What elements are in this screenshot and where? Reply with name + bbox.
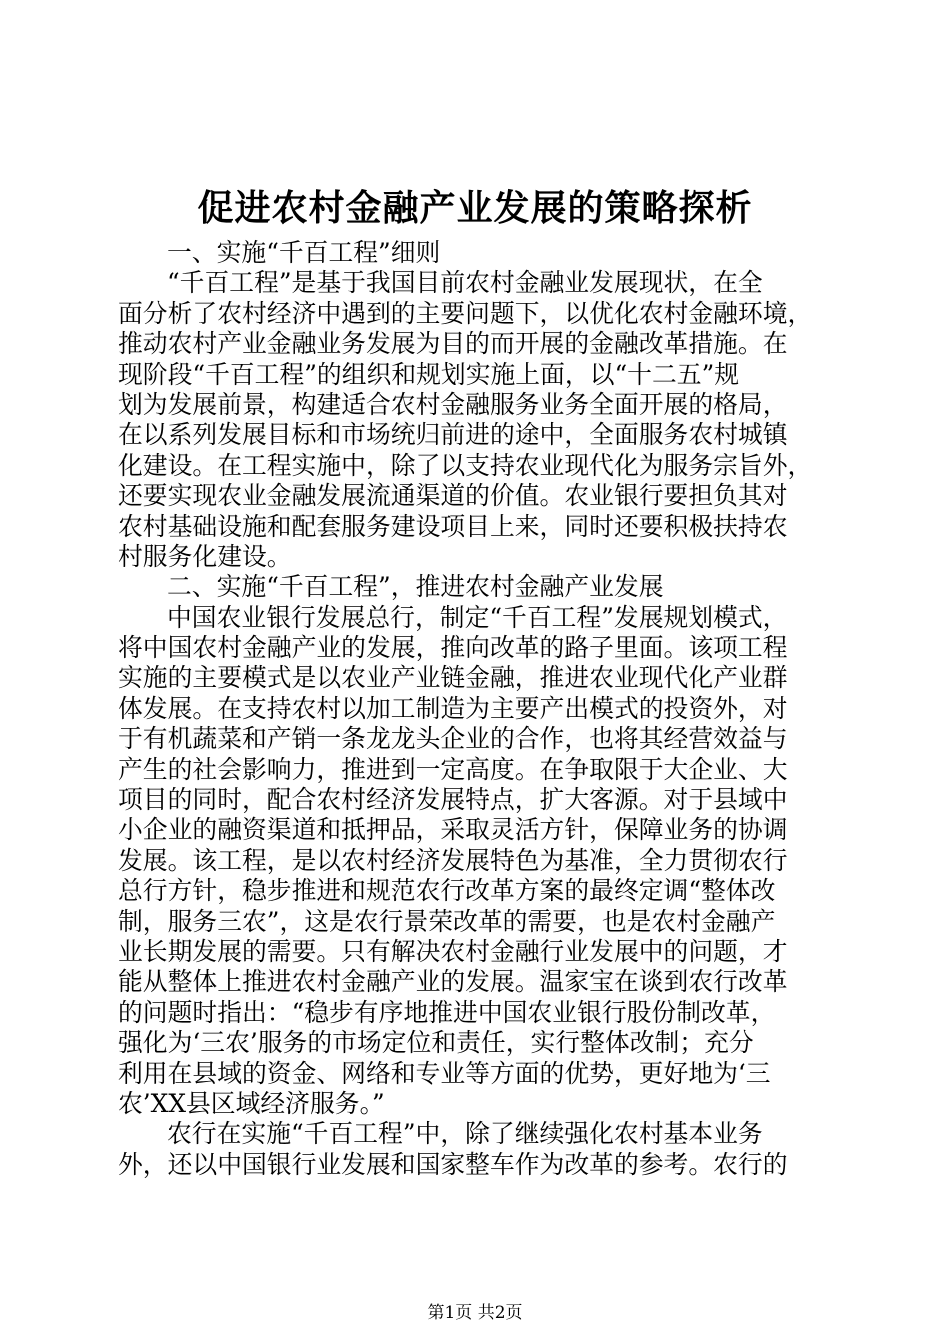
body-line: 能从整体上推进农村金融产业的发展。温家宝在谈到农行改革 — [118, 967, 788, 997]
body-line: 还要实现农业金融发展流通渠道的价值。农业银行要担负其对 — [118, 481, 788, 511]
body-line: 在以系列发展目标和市场统归前进的途中，全面服务农村城镇 — [118, 420, 788, 450]
body-line: 中国农业银行发展总行，制定“千百工程”发展规划模式， — [167, 602, 788, 632]
body-line: 业长期发展的需要。只有解决农村金融行业发展中的问题，才 — [118, 936, 788, 966]
body-line: 于有机蔬菜和产销一条龙龙头企业的合作，也将其经营效益与 — [118, 724, 788, 754]
document-title: 促进农村金融产业发展的策略探析 — [197, 187, 753, 229]
body-line: 村服务化建设。 — [118, 541, 292, 571]
body-line: 农行在实施“千百工程”中，除了继续强化农村基本业务 — [167, 1119, 763, 1149]
body-line: 面分析了农村经济中遇到的主要问题下，以优化农村金融环境， — [118, 298, 813, 328]
body-line: 实施的主要模式是以农业产业链金融，推进农业现代化产业群 — [118, 663, 788, 693]
body-line: 现阶段“千百工程”的组织和规划实施上面，以“十二五”规 — [118, 359, 740, 389]
body-line: 划为发展前景，构建适合农村金融服务业务全面开展的格局， — [118, 389, 788, 419]
body-line: 推动农村产业金融业务发展为目的而开展的金融改革措施。在 — [118, 329, 788, 359]
body-line: “千百工程”是基于我国目前农村金融业发展现状，在全 — [167, 268, 763, 298]
body-line: 一、实施“千百工程”细则 — [167, 238, 441, 267]
body-line: 小企业的融资渠道和抵押品，采取灵活方针，保障业务的协调 — [118, 815, 788, 845]
body-line: 总行方针，稳步推进和规范农行改革方案的最终定调“整体改 — [118, 876, 776, 906]
body-line: 二、实施“千百工程”，推进农村金融产业发展 — [167, 572, 664, 602]
body-line: 强化为‘三农’服务的市场定位和责任，实行整体改制；充分 — [118, 1028, 754, 1058]
body-line: 产生的社会影响力，推进到一定高度。在争取限于大企业、大 — [118, 754, 788, 784]
body-line: 体发展。在支持农村以加工制造为主要产出模式的投资外，对 — [118, 693, 788, 723]
body-line: 将中国农村金融产业的发展，推向改革的路子里面。该项工程 — [118, 633, 788, 663]
body-line: 的问题时指出：“稳步有序地推进中国农业银行股份制改革， — [118, 997, 776, 1027]
body-line: 外，还以中国银行业发展和国家整车作为改革的参考。农行的 — [118, 1149, 788, 1179]
body-line: 项目的同时，配合农村经济发展特点，扩大客源。对于县域中 — [118, 785, 788, 815]
page-footer: 第1页 共2页 — [427, 1303, 523, 1323]
body-line: 化建设。在工程实施中，除了以支持农业现代化为服务宗旨外， — [118, 450, 813, 480]
body-line: 农村基础设施和配套服务建设项目上来，同时还要积极扶持农 — [118, 511, 788, 541]
body-line: 发展。该工程，是以农村经济发展特色为基准，全力贯彻农行 — [118, 845, 788, 875]
document-body — [118, 238, 832, 1180]
body-line: 利用在县域的资金、网络和专业等方面的优势，更好地为‘三 — [118, 1058, 771, 1088]
body-line: 农’XX县区域经济服务。” — [118, 1088, 385, 1118]
body-line: 制，服务三农”，这是农行景荣改革的需要，也是农村金融产 — [118, 906, 776, 936]
